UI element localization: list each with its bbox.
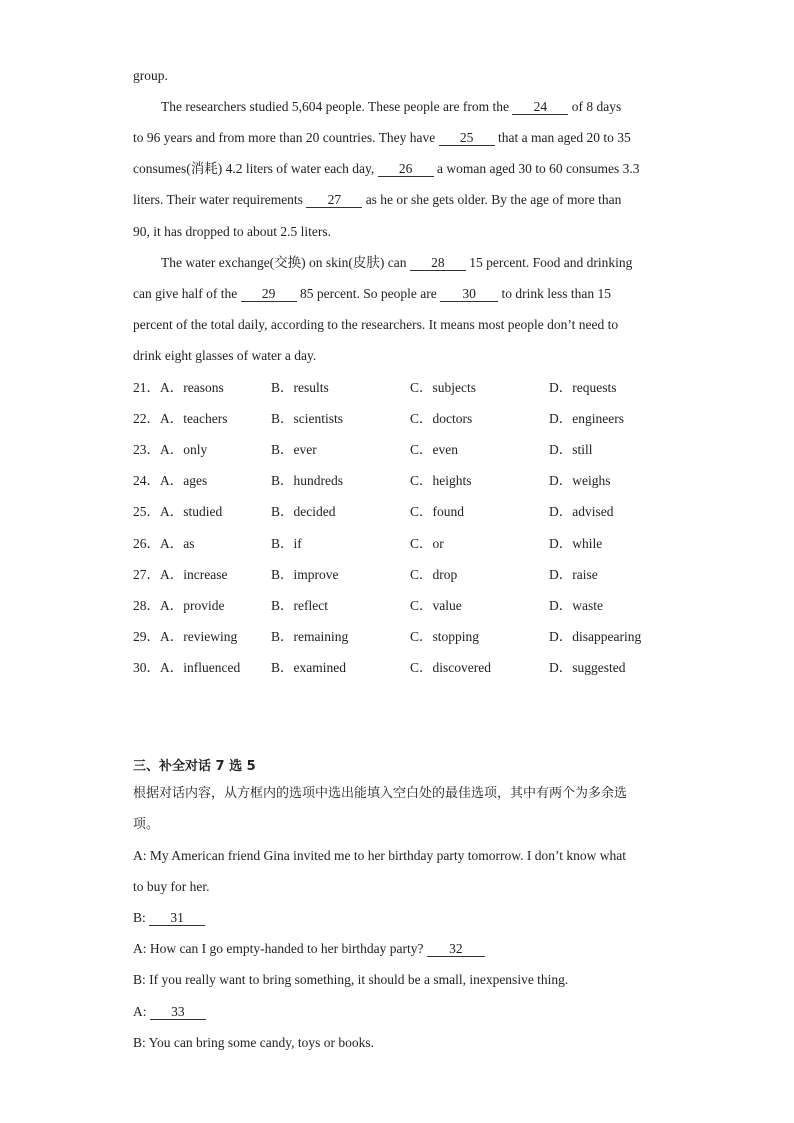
text: consumes(消耗) 4.2 liters of water each day, xyxy=(133,161,378,176)
option-b[interactable]: B．ever xyxy=(271,442,317,457)
section-heading: 三、补全对话 7 选 5 xyxy=(133,759,256,774)
option-a[interactable]: A．only xyxy=(160,442,208,457)
passage-line: percent of the total daily, according to the researchers. It means most people don’t need to xyxy=(133,317,619,332)
text: to drink less than 15 xyxy=(498,286,612,301)
text: liters. Their water requirements xyxy=(133,192,307,207)
blank-33[interactable]: 33 xyxy=(150,1004,206,1020)
option-b[interactable]: B．reflect xyxy=(271,598,328,613)
dialogue-line xyxy=(133,940,673,958)
option-c[interactable]: C．heights xyxy=(410,473,472,488)
text: 85 percent. So people are xyxy=(296,286,441,301)
option-a[interactable]: A．increase xyxy=(160,567,228,582)
option-b[interactable]: B．results xyxy=(271,380,329,395)
option-b[interactable]: B．examined xyxy=(271,660,346,675)
option-d[interactable]: D．weighs xyxy=(549,473,611,488)
text: to 96 years and from more than 20 countries. They have xyxy=(133,130,439,145)
blank-31[interactable]: 31 xyxy=(149,910,205,926)
text: The water exchange(交换) on skin(皮肤) can xyxy=(161,255,410,270)
speaker: A: xyxy=(133,1004,150,1019)
dialogue-line xyxy=(133,1003,673,1021)
option-a[interactable]: A．reviewing xyxy=(160,629,238,644)
option-c[interactable]: C．stopping xyxy=(410,629,480,644)
dialogue-line: B: If you really want to bring something, it should be a small, inexpensive thing. xyxy=(133,972,569,987)
text: 15 percent. Food and drinking xyxy=(465,255,633,270)
question-number: 21． xyxy=(133,380,160,395)
text: The researchers studied 5,604 people. These people are from the xyxy=(161,99,513,114)
passage-line xyxy=(133,160,673,178)
blank-26[interactable]: 26 xyxy=(378,161,434,177)
option-d[interactable]: D．engineers xyxy=(549,411,624,426)
passage-line xyxy=(133,191,673,209)
passage-line xyxy=(161,254,701,272)
option-a[interactable]: A．studied xyxy=(160,504,223,519)
passage-line xyxy=(133,285,673,303)
option-c[interactable]: C．subjects xyxy=(410,380,476,395)
blank-32[interactable]: 32 xyxy=(427,941,485,957)
question-number: 30． xyxy=(133,660,160,675)
text: as he or she gets older. By the age of more than xyxy=(362,192,622,207)
text: a woman aged 30 to 60 consumes 3.3 xyxy=(433,161,640,176)
option-b[interactable]: B．if xyxy=(271,536,302,551)
option-c[interactable]: C．doctors xyxy=(410,411,473,426)
blank-27[interactable]: 27 xyxy=(306,192,362,208)
section-instructions: 根据对话内容，从方框内的选项中选出能填入空白处的最佳选项，其中有两个为多余选 xyxy=(133,786,628,801)
blank-25[interactable]: 25 xyxy=(439,130,495,146)
option-c[interactable]: C．discovered xyxy=(410,660,491,675)
speaker: B: xyxy=(133,910,150,925)
option-d[interactable]: D．advised xyxy=(549,504,614,519)
dialogue-line: B: You can bring some candy, toys or books. xyxy=(133,1035,374,1050)
option-b[interactable]: B．improve xyxy=(271,567,339,582)
blank-28[interactable]: 28 xyxy=(410,255,466,271)
option-d[interactable]: D．waste xyxy=(549,598,603,613)
option-a[interactable]: A．provide xyxy=(160,598,225,613)
question-number: 24． xyxy=(133,473,160,488)
question-number: 25． xyxy=(133,504,160,519)
passage-line: 90, it has dropped to about 2.5 liters. xyxy=(133,224,331,239)
passage-line xyxy=(133,129,673,147)
question-number: 26． xyxy=(133,536,160,551)
section-instructions: 项。 xyxy=(133,817,160,832)
dialogue-line: to buy for her. xyxy=(133,879,210,894)
text: of 8 days xyxy=(568,99,622,114)
option-a[interactable]: A．reasons xyxy=(160,380,224,395)
option-c[interactable]: C．value xyxy=(410,598,462,613)
question-number: 23． xyxy=(133,442,160,457)
option-a[interactable]: A．teachers xyxy=(160,411,228,426)
text: can give half of the xyxy=(133,286,241,301)
question-number: 29． xyxy=(133,629,160,644)
option-b[interactable]: B．scientists xyxy=(271,411,344,426)
option-d[interactable]: D．still xyxy=(549,442,593,457)
blank-30[interactable]: 30 xyxy=(440,286,498,302)
text: that a man aged 20 to 35 xyxy=(494,130,631,145)
option-d[interactable]: D．raise xyxy=(549,567,598,582)
option-d[interactable]: D．disappearing xyxy=(549,629,642,644)
option-c[interactable]: C．or xyxy=(410,536,444,551)
option-c[interactable]: C．even xyxy=(410,442,458,457)
dialogue-line: A: My American friend Gina invited me to her birthday party tomorrow. I don’t know what xyxy=(133,848,627,863)
option-c[interactable]: C．drop xyxy=(410,567,458,582)
option-a[interactable]: A．influenced xyxy=(160,660,241,675)
passage-line: group. xyxy=(133,68,168,83)
blank-24[interactable]: 24 xyxy=(512,99,568,115)
question-number: 28． xyxy=(133,598,160,613)
question-number: 27． xyxy=(133,567,160,582)
option-c[interactable]: C．found xyxy=(410,504,464,519)
option-b[interactable]: B．decided xyxy=(271,504,336,519)
passage-line xyxy=(161,98,701,116)
passage-line: drink eight glasses of water a day. xyxy=(133,348,317,363)
question-number: 22． xyxy=(133,411,160,426)
option-a[interactable]: A．as xyxy=(160,536,195,551)
option-d[interactable]: D．while xyxy=(549,536,603,551)
text: A: How can I go empty-handed to her birthday party? xyxy=(133,941,427,956)
option-d[interactable]: D．requests xyxy=(549,380,617,395)
blank-29[interactable]: 29 xyxy=(241,286,297,302)
dialogue-line xyxy=(133,909,673,927)
option-a[interactable]: A．ages xyxy=(160,473,208,488)
option-b[interactable]: B．remaining xyxy=(271,629,349,644)
option-d[interactable]: D．suggested xyxy=(549,660,626,675)
option-b[interactable]: B．hundreds xyxy=(271,473,343,488)
